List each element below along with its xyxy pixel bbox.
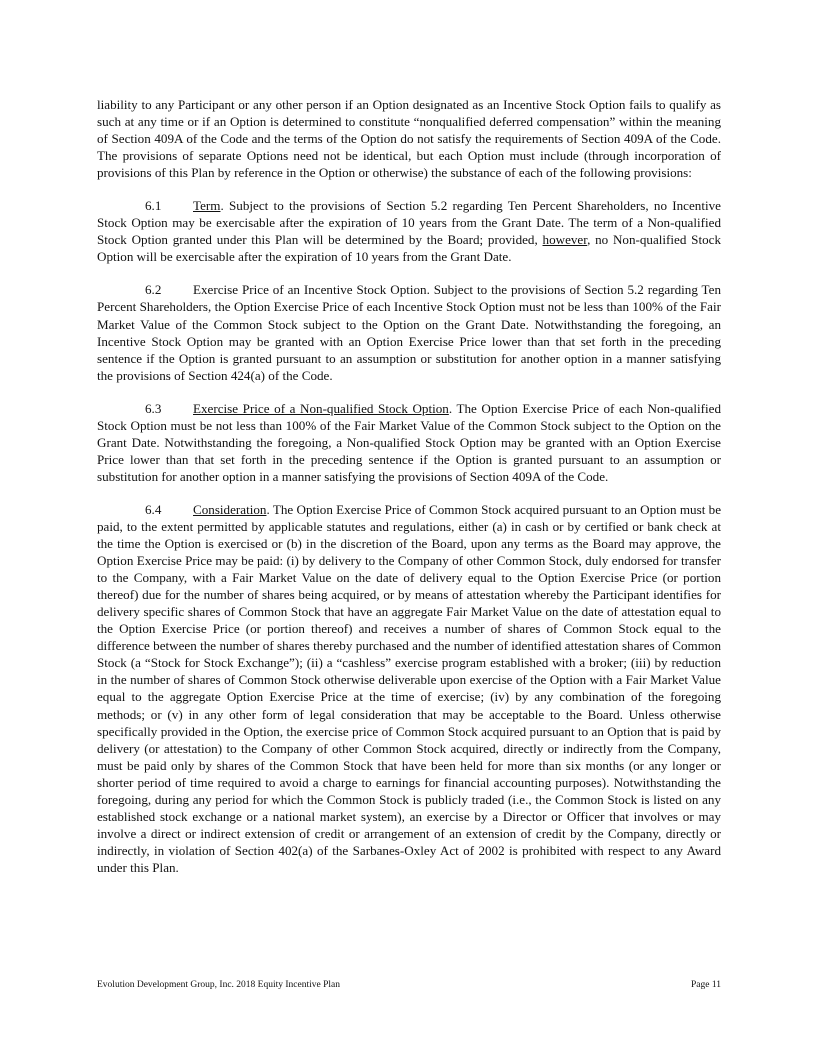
section-text: . The Option Exercise Price of Common Stock acquired pursuant to an Option must be paid, to the extent permitted by applicable statutes and regulations, either (a) in cash or by certified or bank check at the time the Option is exercised or (b) in the discretion of the Board, upon any terms as the Board may approve, the Option Exercise Price may be paid: (i) by delivery to the Company of other Common Stock, duly endorsed for transfer to the Company, with a Fair Market Value on the date of delivery equal to the Option Exercise Price (or portion thereof) due for the number of shares being acquired, or by means of attestation whereby the Participant identifies for delivery specific shares of Common Stock that have an aggregate Fair Market Value on the date of attestation equal to the Option Exercise Price (or portion thereof) and receives a number of shares of Common Stock equal to the difference between the number of shares thereby purchased and the number of identified attestation shares of Common Stock (a “Stock for Stock Exchange”); (ii) a “cashless” exercise program established with a broker; (iii) by reduction in the number of shares of Common Stock otherwise deliverable upon exercise of the Option with a Fair Market Value equal to the aggregate Option Exercise Price at the time of exercise; (iv) by any combination of the foregoing methods; or (v) in any other form of legal consideration that may be acceptable to the Board. Unless otherwise specifically provided in the Option, the exercise price of Common Stock acquired pursuant to an Option that is paid by delivery (or attestation) to the Company of other Common Stock acquired, directly or indirectly from the Company, must be paid only by shares of the Common Stock that have been held for more than six months (or any longer or shorter period of time required to avoid a charge to earnings for financial accounting purposes). Notwithstanding the foregoing, during any period for which the Common Stock is publicly traded (i.e., the Common Stock is listed on any established stock exchange or a national market system), an exercise by a Director or Officer that involves or may involve a direct or indirect extension of credit or arrangement of an extension of credit by the Company, directly or indirectly, in violation of Section 402(a) of the Sarbanes-Oxley Act of 2002 is prohibited with respect to any Award under this Plan. xyxy=(97,501,721,875)
section-6-3 xyxy=(97,400,721,485)
intro-paragraph: liability to any Participant or any other person if an Option designated as an Incentive Stock Option fails to qualify as such at any time or if an Option is determined to constitute “nonqualified deferred compensation” within the meaning of Section 409A of the Code and the terms of the Option do not satisfy the requirements of Section 409A of the Code. The provisions of separate Options need not be identical, but each Option must include (through incorporation of provisions of this Plan by reference in the Option or otherwise) the substance of each of the following provisions: xyxy=(97,97,721,181)
section-heading: Exercise Price of a Non-qualified Stock Option xyxy=(193,400,449,416)
section-number: 6.2 xyxy=(145,282,162,298)
section-number: 6.3 xyxy=(145,400,162,416)
section-text: . The Option Exercise Price of each Non-qualified Stock Option must be not less than 100% of the Fair Market Value of the Common Stock subject to the Option on the Grant Date. Notwithstanding the foregoing, a Non-qualified Stock Option may be granted with an Option Exercise Price lower than that set forth in the preceding sentence if the Option is granted pursuant to an assumption or substitution for another option in a manner satisfying the provisions of Section 409A of the Code. xyxy=(97,400,721,484)
section-heading: Consideration xyxy=(193,501,267,517)
however-emphasis: however xyxy=(542,232,588,248)
section-number: 6.4 xyxy=(145,501,162,517)
section-6-4 xyxy=(97,501,721,876)
page-number: Page 11 xyxy=(691,980,721,990)
section-text: . Subject to the provisions of Section 5.2 regarding Ten Percent Shareholders, no Incentive Stock Option may be exercisable after the expiration of 10 years from the Grant Date. The term of a Non-qualified Stock Option granted under this Plan will be determined by the Board; provided, xyxy=(97,198,721,248)
section-heading: Term xyxy=(193,198,221,214)
footer-document-title: Evolution Development Group, Inc. 2018 Equity Incentive Plan xyxy=(97,980,340,990)
section-6-1 xyxy=(97,197,721,265)
section-6-2 xyxy=(97,281,721,383)
document-body xyxy=(97,96,721,892)
section-text: Exercise Price of an Incentive Stock Option. Subject to the provisions of Section 5.2 regarding Ten Percent Shareholders, the Option Exercise Price of each Incentive Stock Option must not be less than 100% of the Fair Market Value of the Common Stock subject to the Option on the Grant Date. Notwithstanding the foregoing, an Incentive Stock Option may be granted with an Option Exercise Price lower than that set forth in the preceding sentence if the Option is granted pursuant to an assumption or substitution for another option in a manner satisfying the provisions of Section 424(a) of the Code. xyxy=(97,282,721,383)
section-text-continued: , no Non-qualified Stock Option will be exercisable after the expiration of 10 years from the Grant Date. xyxy=(97,232,721,265)
section-number: 6.1 xyxy=(145,198,162,214)
